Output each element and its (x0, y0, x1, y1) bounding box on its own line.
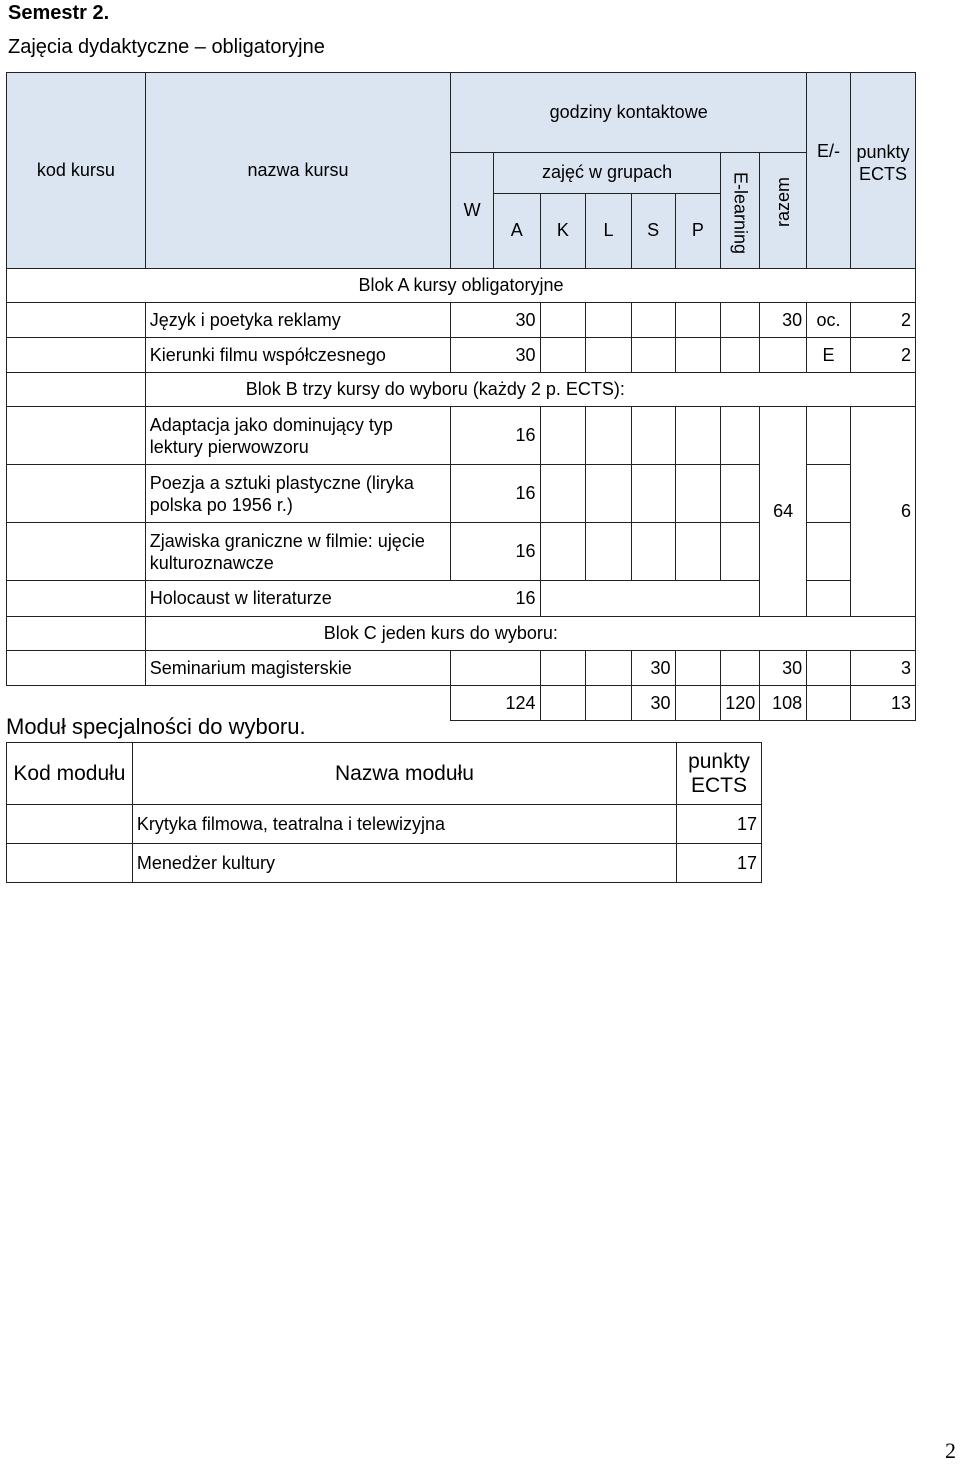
module-name: Menedżer kultury (132, 844, 676, 883)
module-section-title: Moduł specjalności do wyboru. (6, 714, 306, 739)
header-k: K (540, 193, 586, 268)
blok-a-label: Blok A kursy obligatoryjne (7, 269, 916, 303)
header-s: S (631, 193, 675, 268)
header-elearning (721, 153, 760, 269)
blok-b-label: Blok B trzy kursy do wyboru (każdy 2 p. ECTS): (145, 373, 915, 407)
cell-e: E (807, 338, 851, 373)
module-ects: 17 (677, 805, 762, 844)
course-name: Holocaust w literaturze 16 (145, 581, 540, 617)
course-name: Język i poetyka reklamy (145, 303, 450, 338)
sum-razem: 108 (760, 686, 807, 721)
course-name: Adaptacja jako dominujący typ lektury pierwowzoru (145, 407, 450, 465)
cell-w: 16 (451, 465, 540, 523)
header-a: A (493, 193, 540, 268)
course-name: Poezja a sztuki plastyczne (liryka polska po 1956 r.) (145, 465, 450, 523)
cell-w: 16 (515, 588, 536, 608)
page-number: 2 (945, 1438, 956, 1463)
cell-razem: 30 (760, 303, 807, 338)
elearning-label: E-learning (730, 171, 751, 255)
course-table (6, 72, 916, 721)
cell-w: 16 (451, 407, 540, 465)
cell-e: oc. (807, 303, 851, 338)
blok-b-razem: 64 (760, 407, 807, 617)
module-table (6, 742, 762, 883)
table-row (7, 303, 916, 338)
header-zajec: zajęć w grupach (493, 153, 720, 194)
module-header-ects: punkty ECTS (677, 743, 762, 805)
header-p: P (675, 193, 721, 268)
cell-s: 30 (631, 651, 675, 686)
header-ects: punkty ECTS (850, 73, 915, 269)
module-header-kod: Kod modułu (7, 743, 133, 805)
header-w: W (451, 153, 494, 269)
module-header-nazwa: Nazwa modułu (132, 743, 676, 805)
sum-w: 124 (451, 686, 540, 721)
section-subtitle: Zajęcia dydaktyczne – obligatoryjne (8, 36, 325, 58)
sum-elearning: 120 (721, 686, 760, 721)
header-l: L (586, 193, 632, 268)
list-item (7, 844, 762, 883)
table-row (7, 651, 916, 686)
cell-ects: 2 (850, 338, 915, 373)
header-kod: kod kursu (7, 73, 146, 269)
cell-w: 16 (451, 523, 540, 581)
table-row (7, 338, 916, 373)
header-nazwa: nazwa kursu (145, 73, 450, 269)
cell-w: 30 (451, 303, 540, 338)
header-godziny: godziny kontaktowe (451, 73, 807, 153)
sum-s: 30 (631, 686, 675, 721)
course-name: Seminarium magisterskie (145, 651, 450, 686)
razem-label: razem (772, 177, 793, 228)
cell-ects: 2 (850, 303, 915, 338)
sum-ects: 13 (850, 686, 915, 721)
cell-w: 30 (451, 338, 540, 373)
table-row (7, 407, 916, 465)
course-name: Kierunki filmu współczesnego (145, 338, 450, 373)
blok-b-ects: 6 (850, 407, 915, 617)
cell-ects: 3 (850, 651, 915, 686)
list-item (7, 805, 762, 844)
semester-title: Semestr 2. (8, 2, 110, 24)
module-ects: 17 (677, 844, 762, 883)
cell-razem: 30 (760, 651, 807, 686)
module-name: Krytyka filmowa, teatralna i telewizyjna (132, 805, 676, 844)
header-razem (760, 153, 807, 269)
blok-c-label: Blok C jeden kurs do wyboru: (145, 617, 915, 651)
header-e: E/- (807, 73, 851, 269)
course-name: Zjawiska graniczne w filmie: ujęcie kulturoznawcze (145, 523, 450, 581)
